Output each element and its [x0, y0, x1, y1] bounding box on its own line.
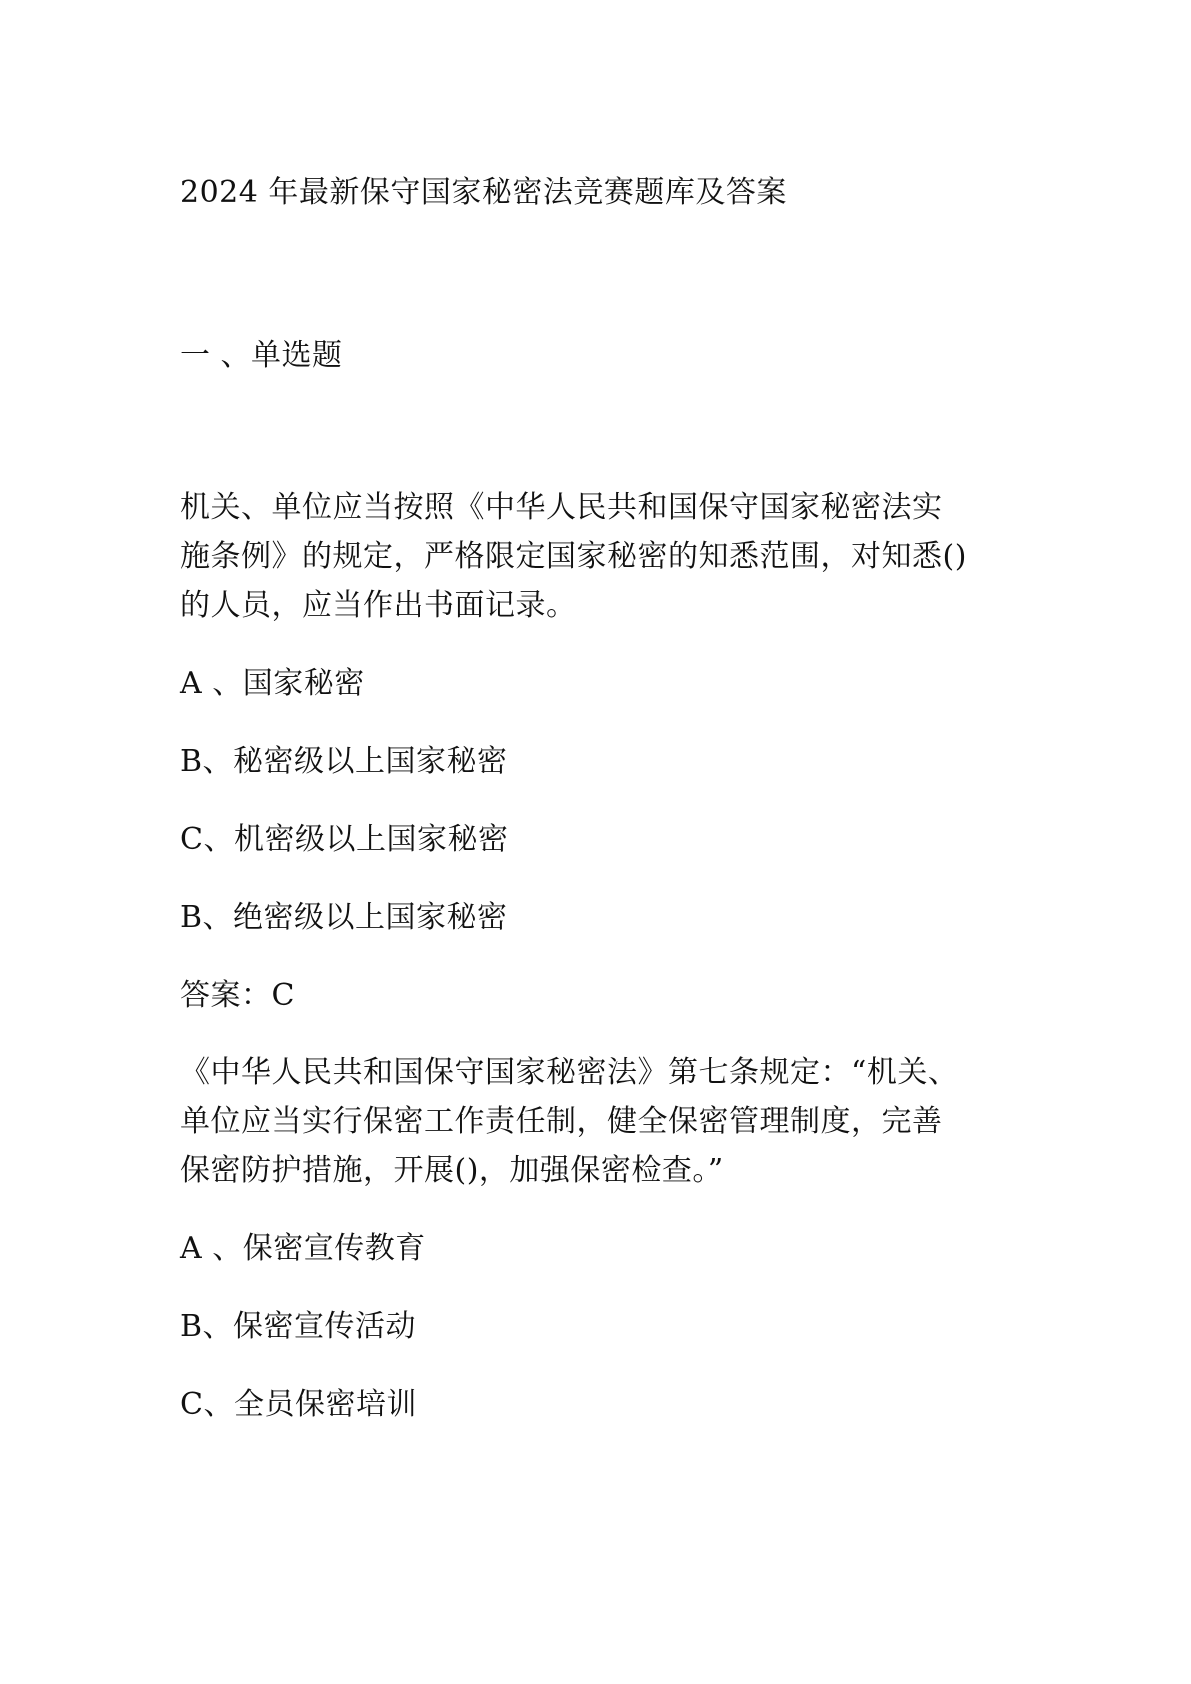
question-2-option-b: B、保密宣传活动 — [180, 1309, 417, 1344]
question-1-stem-line-2: 施条例》的规定，严格限定国家秘密的知悉范围，对知悉() — [180, 539, 967, 574]
document-title: 2024 年最新保守国家秘密法竞赛题库及答案 — [180, 175, 787, 210]
question-2-stem-line-2: 单位应当实行保密工作责任制，健全保密管理制度，完善 — [180, 1104, 943, 1139]
question-1-option-c: C、机密级以上国家秘密 — [180, 822, 509, 857]
question-1-option-d: B、绝密级以上国家秘密 — [180, 900, 508, 935]
question-2-option-a: A 、保密宣传教育 — [180, 1231, 426, 1266]
question-2-stem-line-3: 保密防护措施，开展()，加强保密检查。” — [180, 1153, 724, 1188]
section-heading: 一 、单选题 — [180, 338, 343, 373]
question-1-option-b: B、秘密级以上国家秘密 — [180, 744, 508, 779]
question-2-stem-line-1: 《中华人民共和国保守国家秘密法》第七条规定：“机关、 — [180, 1055, 959, 1090]
question-1-option-a: A 、国家秘密 — [180, 666, 365, 701]
question-1-answer: 答案：C — [180, 978, 295, 1013]
question-2-option-c: C、全员保密培训 — [180, 1387, 417, 1422]
question-1-stem-line-1: 机关、单位应当按照《中华人民共和国保守国家秘密法实 — [180, 490, 943, 525]
question-1-stem-line-3: 的人员，应当作出书面记录。 — [180, 588, 577, 623]
